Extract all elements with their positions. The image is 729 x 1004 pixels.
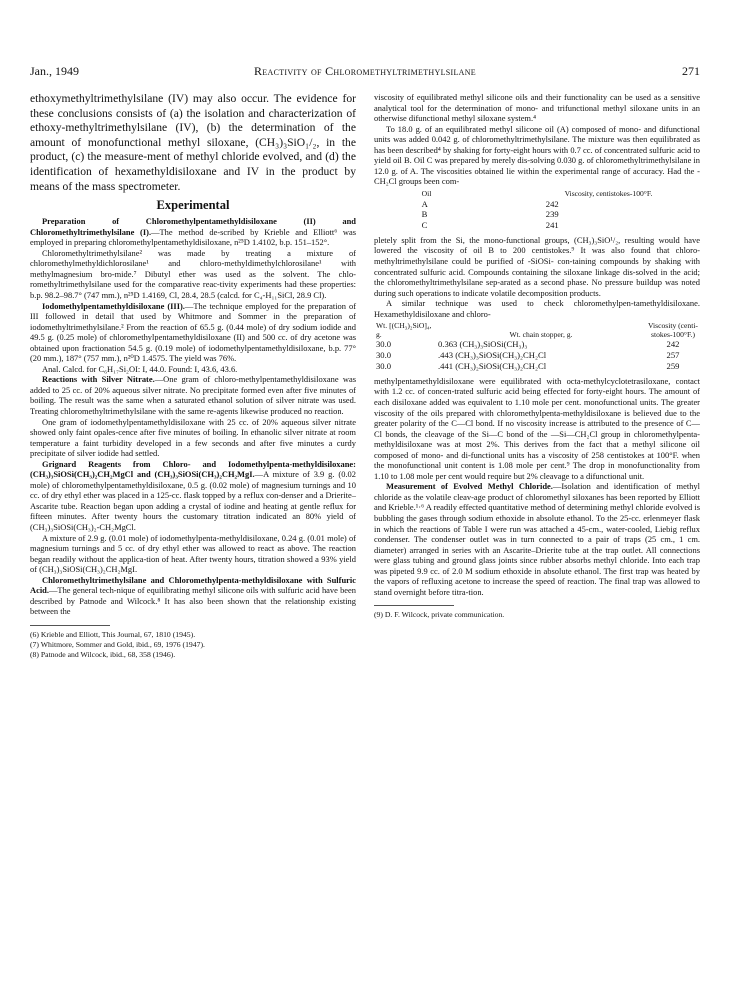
run-in-heading: Chloromethyltrimethylsilane and Chloromethylpenta-methyldisiloxane with Sulfuric Acid. [30,574,356,596]
table-header-row [420,190,655,199]
paragraph-cleavage: pletely split from the Si, the mono-functional groups, (CH₃)₃SiO¹/₂, resulting would have lowered the viscosity of oil B to 200 centistokes.⁹ It was also found that chloro-methyltrimethylsilane could be purified of -SiOSi- con-taining compounds by shaking with concentrated sulfuric acid. Compounds containing the siloxane linkage dis-solved in the acid; the chloromethyltrimethylsilane sep-arated as a second phase. No pressure buildup was noted during such operations to indicate volatile decomposition products. [374,234,700,298]
table-cell: 30.0 [376,339,392,350]
header-date: Jan., 1949 [30,64,79,78]
table-cell: 241 [545,220,559,231]
table-row [420,199,655,210]
table-row [420,209,655,220]
table-cell: 242 [545,198,559,209]
paragraph-methyl-chloride [374,481,700,597]
paragraph-prep-II [30,216,356,248]
table-header-viscosity: Viscosity, centistokes-100°F. [564,188,653,198]
table-row [420,220,655,231]
table-cell: 239 [545,209,559,220]
intro-paragraph: ethoxymethyltrimethylsilane (IV) may also occur. The evidence for these conclusions consists of (a) the isolation and characterization of ethoxy-methyltrimethylsilane (IV), (b) the determination of the amount of monofunctional methyl siloxane, (CH₃)₃SiO₁/₂, in the product, (c) the measure-ment of methyl chloride evolved, and (d) the identification of hexamethyldisiloxane and IV in the product by means of the mass spectrometer. [30,92,356,193]
paragraph-equilibration-result: methylpentamethyldisiloxane were equilibrated with octa-methylcyclotetrasiloxane, contact with 1.2 cc. of concen-trated sulfuric acid being effected for forty-eight hours. The amount of each disiloxane added was equivalent to 1.10 mole per cent. monofunctional units. The greater viscosity of the oils prepared with chloromethylpenta-methyldisiloxane is believed due to the greater polarity of the C—Cl bond. If no viscosity increase is attributed to the presence of C—Cl bonds, the cleavage of the Si—C bond of the —Si—CH₂Cl group in chloromethylpenta-methyldisiloxane was at most 2%. This derives from the fact that a methyl silicone oil composed of mono- and di-functional units has a viscosity of 258 centistokes at 100°F. when the monofunctional unit content is 1.08 mole per cent.⁹ The drop in monofunctionality from 1.10 to 1.08 mole per cent would require but 2% cleavage to a difunctional unit. [374,375,700,481]
paragraph-prep-I: Chloromethyltrimethylsilane² was made by treating a mixture of chloromethylmethyldichlorosilane¹ and chloro-methyldimethylchlorosilane¹ with methylmagnesium bro-mide.⁷ Dibutyl ether was used as the solvent. The chlo-romethyltrimethylsilane used for the comparative reac-tivity experiments had these properties: b.p. 98.2–98.7° (747 mm.), n²⁵D 1.4169, Cl, 28.4, 28.5 (calcd. for C₄-H₁₁SiCl, 28.9 Cl). [30,247,356,300]
run-in-heading: Measurement of Evolved Methyl Chloride. [386,481,553,492]
paragraph-text: —The technique employed for the preparation of III followed in detail that used by Whitmore and Sommer in the preparation of iodomethyltrimethylsilane.² From the reaction of 65.5 g. (0.44 mole) of dry sodium iodide and 49.5 g. (0.25 mole) of chloromethylpentamethyldisiloxane (II) and 500 cc. of dry acetone was obtained upon fractionation 54.5 g. (0.19 mole) of iodomethylpentamethyldisiloxane, b.p. 77° (20 mm.), 187° (757 mm.), n²⁰D 1.4575. The yield was 76%. [30,300,357,364]
footnote: (9) D. F. Wilcock, private communication. [374,610,505,620]
paragraph-grignard [30,459,356,533]
run-in-heading: Preparation of Chloromethylpentamethyldisiloxane (II) and Chloromethyltrimethylsilane (I). [30,216,356,237]
paragraph-text: —Isolation and identification of methyl chloride as the volatile cleav-age product of chloromethyl siloxanes has been reported by Elliott and Krieble.¹·⁶ A readily effected quantitative method of determining methyl chloride evolved is bubbling the gases through sodium ethoxide in absolute ethanol. To the 25-cc. erlenmeyer flask in which the reactions of Table I were run was attached a 45-cm., water-cooled, Liebig reflux condenser. The condenser outlet was in turn connected to a pair of traps (25 cm., 1 cm. diameter) arranged in series with an Ascarite–Drierite tube at the trap outlet. All connections were glass tubing and ground glass joints since rubber absorbs methyl chloride. Into each trap was pipeted 9.9 cc. of 2.0 M sodium ethoxide in absolute ethanol. The first trap was heated by the vapors of refluxing acetone to increase the speed of reaction. The final trap was allowed to stand overnight before titra-tion. [374,481,700,597]
right-column [374,92,700,620]
table-cell: B [421,209,428,220]
paragraph-analysis: Anal. Calcd. for C₆H₁₇Si₂OI: I, 44.0. Found: I, 43.6, 43.6. [42,363,238,374]
table-cell: 30.0 [376,361,392,372]
table-cell: 242 [666,339,680,350]
running-header [30,64,700,80]
paragraph-silver-nitrate [30,374,356,416]
footnote: (8) Patnode and Wilcock, ibid., 68, 358 (1946). [30,649,176,659]
table-cell: C [421,220,428,231]
table-cell: .443 (CH₃)₃SiOSi(CH₃)₂CH₂Cl [438,350,547,361]
footnote: (7) Whitmore, Sommer and Gold, ibid., 69, 1976 (1947). [30,639,205,649]
table-header-row [374,322,700,339]
paragraph-viscosity-intro: viscosity of equilibrated methyl silicone oils and their functionality can be used as a sensitive analytical tool for the determination of mono- and trifunctional methyl siloxane units in an otherwise difunctional methyl siloxane system.⁴ [374,92,700,124]
page-number: 271 [682,64,700,78]
run-in-heading: Grignard Reagents from Chloro- and Iodomethylpenta-methyldisiloxane: (CH₃)₃SiOSi(CH₃)₂CH₂MgCl and (CH₃)₃SiOSi(CH₃)₂CH₂MgI. [30,458,356,480]
table-cell: .441 (CH₃)₂SiOSi(CH₃)₂CH₂Cl [438,361,547,372]
table-cell: 259 [666,361,680,372]
paragraph-oil-equilibration: To 18.0 g. of an equilibrated methyl silicone oil (A) composed of mono- and difunctional units was added 0.042 g. of chloromethyltrimethylsilane. The mixture was then equilibrated as has been described⁴ by shaking for forty-eight hours with 0.7 cc. of concentrated sulfuric acid to yield oil B. Oil C was prepared by merely dis-solving 0.030 g. of chloromethyltrimethylsilane in 12.0 g. of A. The viscosities obtained lie within the experimental range of accuracy. Had the -CH₂Cl groups been com- [374,123,700,187]
paragraph-grignard-iodo: A mixture of 2.9 g. (0.01 mole) of iodomethylpenta-methyldisiloxane, 0.24 g. (0.01 mole) of magnesium turnings and 5 cc. of dry ethyl ether was allowed to react as above. The reaction began readily without the applica-tion of heat. After twenty hours, titration showed a 93% yield of (CH₃)₃SiOSi(CH₃)₂CH₂MgI. [30,532,356,575]
table-header-chain-stopper: Wt. chain stopper, g. [509,329,573,339]
footnote-divider [374,605,454,606]
paragraph-text: —The method de-scribed by Krieble and Elliott⁶ was employed in preparing chloromethylpentamethyldisiloxane, n²⁵D 1.4102, b.p. 151–152°. [30,226,356,248]
left-column [30,92,356,660]
section-heading: Experimental [156,198,230,213]
table-row [374,350,700,361]
footnote-divider [30,625,110,626]
footnote: (6) Krieble and Elliott, This Journal, 67, 1810 (1945). [30,629,196,639]
header-title: Reactivity of Chloromethyltrimethylsilane [254,64,476,78]
table-cell: 0.363 (CH₃)₃SiOSi(CH₃)₃ [438,339,528,350]
table-cell: 257 [666,350,680,361]
table-header-oil: Oil [421,188,432,198]
table-header-weight: Wt. [(CH₃)₂SiO]₄, g. [376,321,432,339]
viscosity-table-chain-stoppers [374,322,700,372]
table-row [374,361,700,372]
table-cell: A [421,198,428,209]
table-header-viscosity: Viscosity (centi-stokes-100°F.) [648,321,698,339]
run-in-heading: Reactions with Silver Nitrate. [42,374,155,385]
viscosity-table-oils [420,190,655,231]
paragraph-text: —The general tech-nique of equilibrating methyl silicone oils with sulfuric acid have been described by Patnode and Wilcock.⁸ It has also been shown that the relationship existing between the [30,585,356,617]
paragraph-text: —One gram of chloro-methylpentamethyldisiloxane was added to 25 cc. of 20% aqueous silver nitrate. No precipitate formed even after five minutes of boiling. The result was the same when a saturated ethanol solution of silver nitrate was used. Treating chloromethyltrimethylsilane with the same re-agents likewise produced no reaction. [30,374,356,416]
paragraph-iodo-silver: One gram of iodomethylpentamethyldisiloxane with 25 cc. of 20% aqueous silver nitrate showed only faint opales-cence after five minutes of boiling. In ethanolic silver nitrate at room temperature a faint turbidity developed in a few seconds and after five minutes a curdy precipitate of silver iodide had settled. [30,416,356,459]
paragraph-similar-technique: A similar technique was used to check chloromethylpen-tamethyldisiloxane. Hexamethyldisiloxane and chloro- [374,298,700,319]
paragraph-text: —A mixture of 3.9 g. (0.02 mole) of chloromethylpentamethyldisiloxane, 0.5 g. (0.02 mole) of magnesium turnings and 10 cc. of dry ethyl ether was placed in a 125-cc. flask topped by a reflux con-denser and a Drierite–Ascarite tube. Reaction began upon adding a crystal of iodine and heating at gentle reflux for fifteen minutes. After twenty hours the customary titration indicated an 80% yield of (CH₃)₃SiOSi(CH₃)₂-CH₂MgCl. [30,469,356,533]
table-cell: 30.0 [376,350,392,361]
run-in-heading: Iodomethylpentamethyldisiloxane (III). [42,300,185,311]
table-row [374,339,700,350]
paragraph-sulfuric-acid [30,575,356,617]
paragraph-prep-III [30,301,356,364]
